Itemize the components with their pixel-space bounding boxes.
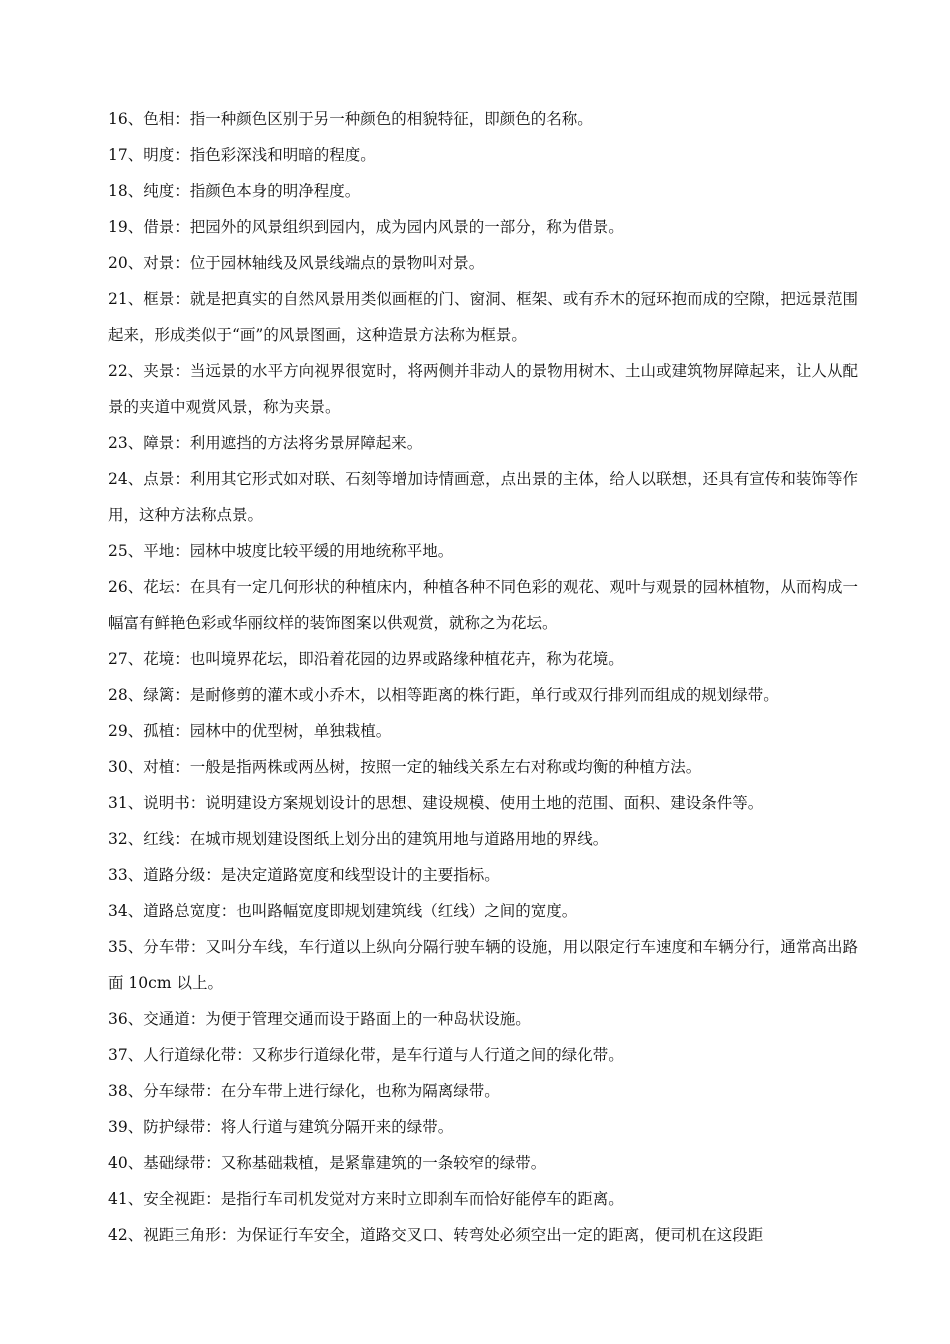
definition-19: 19、借景：把园外的风景组织到园内，成为园内风景的一部分，称为借景。 [108, 218, 624, 236]
definition-33: 33、道路分级：是决定道路宽度和线型设计的主要指标。 [108, 866, 500, 884]
definition-17: 17、明度：指色彩深浅和明暗的程度。 [108, 146, 376, 164]
definition-30: 30、对植：一般是指两株或两丛树，按照一定的轴线关系左右对称或均衡的种植方法。 [108, 758, 702, 776]
definition-20: 20、对景：位于园林轴线及风景线端点的景物叫对景。 [108, 254, 485, 272]
definition-35: 35、分车带：又叫分车线，车行道以上纵向分隔行驶车辆的设施，用以限定行车速度和车辆分行，通常高出路面 10cm 以上。 [108, 938, 858, 992]
definition-31: 31、说明书：说明建设方案规划设计的思想、建设规模、使用土地的范围、面积、建设条件等。 [108, 794, 764, 812]
definition-21: 21、框景：就是把真实的自然风景用类似画框的门、窗洞、框架、或有乔木的冠环抱而成的空隙，把远景范围起来，形成类似于“画”的风景图画，这种造景方法称为框景。 [108, 290, 858, 344]
definition-23: 23、障景：利用遮挡的方法将劣景屏障起来。 [108, 434, 423, 452]
definition-24: 24、点景：利用其它形式如对联、石刻等增加诗情画意，点出景的主体，给人以联想，还具有宣传和装饰等作用，这种方法称点景。 [108, 470, 858, 524]
definition-28: 28、绿篱：是耐修剪的灌木或小乔木，以相等距离的株行距，单行或双行排列而组成的规划绿带。 [108, 686, 779, 704]
definition-39: 39、防护绿带：将人行道与建筑分隔开来的绿带。 [108, 1118, 454, 1136]
definition-26: 26、花坛：在具有一定几何形状的种植床内，种植各种不同色彩的观花、观叶与观景的园林植物，从而构成一幅富有鲜艳色彩或华丽纹样的装饰图案以供观赏，就称之为花坛。 [108, 578, 858, 632]
definition-38: 38、分车绿带：在分车带上进行绿化，也称为隔离绿带。 [108, 1082, 500, 1100]
definition-37: 37、人行道绿化带：又称步行道绿化带，是车行道与人行道之间的绿化带。 [108, 1046, 624, 1064]
definition-29: 29、孤植：园林中的优型树，单独栽植。 [108, 722, 392, 740]
definition-34: 34、道路总宽度：也叫路幅宽度即规划建筑线（红线）之间的宽度。 [108, 902, 578, 920]
definition-36: 36、交通道：为便于管理交通而设于路面上的一种岛状设施。 [108, 1010, 531, 1028]
definition-16: 16、色相：指一种颜色区别于另一种颜色的相貌特征，即颜色的名称。 [108, 110, 593, 128]
definition-22: 22、夹景：当远景的水平方向视界很宽时，将两侧并非动人的景物用树木、土山或建筑物屏障起来，让人从配景的夹道中观赏风景，称为夹景。 [108, 362, 858, 416]
definition-41: 41、安全视距：是指行车司机发觉对方来时立即刹车而恰好能停车的距离。 [108, 1190, 624, 1208]
definition-25: 25、平地：园林中坡度比较平缓的用地统称平地。 [108, 542, 454, 560]
document-body [108, 101, 858, 1253]
definition-40: 40、基础绿带：又称基础栽植，是紧靠建筑的一条较窄的绿带。 [108, 1154, 547, 1172]
definition-18: 18、纯度：指颜色本身的明净程度。 [108, 182, 361, 200]
definition-32: 32、红线：在城市规划建设图纸上划分出的建筑用地与道路用地的界线。 [108, 830, 609, 848]
definition-27: 27、花境：也叫境界花坛，即沿着花园的边界或路缘种植花卉，称为花境。 [108, 650, 624, 668]
definition-42: 42、视距三角形：为保证行车安全，道路交叉口、转弯处必须空出一定的距离，便司机在这段距 [108, 1226, 764, 1244]
